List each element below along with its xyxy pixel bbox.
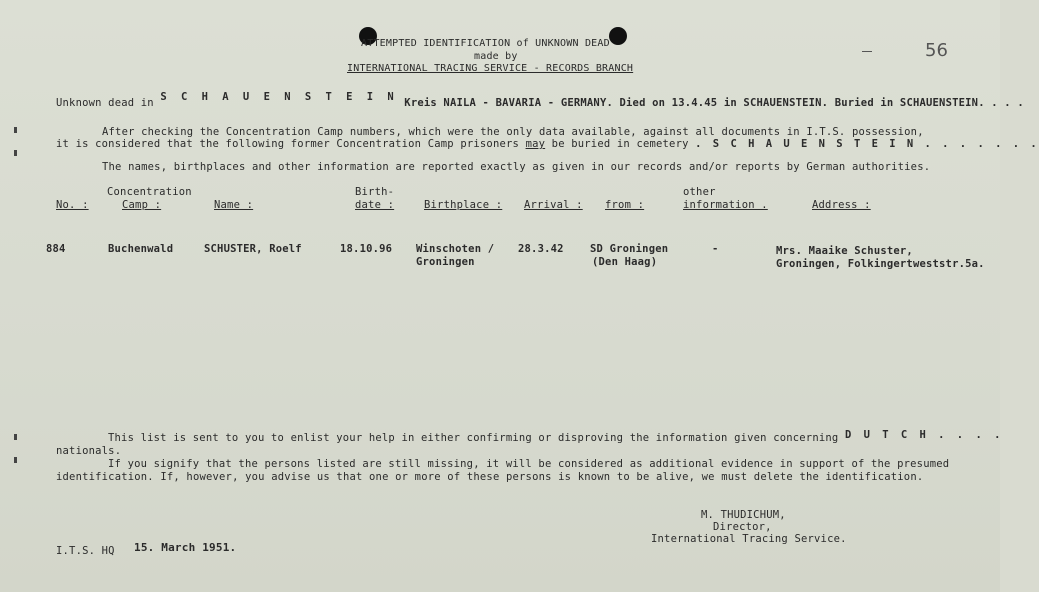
footer-para1-text: This list is sent to you to enlist your help in either confirming or disproving the information given concerning xyxy=(108,432,839,444)
intro-may: may xyxy=(525,138,546,150)
signer-org: International Tracing Service. xyxy=(651,533,847,545)
intro-line-3: The names, birthplaces and other information are reported exactly as given in our records and/or reports by German authorities. xyxy=(102,161,931,173)
signer-name: M. THUDICHUM, xyxy=(701,509,786,521)
row-camp: Buchenwald xyxy=(108,243,174,255)
row-name: SCHUSTER, Roelf xyxy=(204,243,302,255)
footer-para2-line1: If you signify that the persons listed are still missing, it will be considered as additional evidence in support of the presumed xyxy=(108,458,950,470)
footer-nationality: D U T C H . . . . xyxy=(844,429,1004,441)
header-other-top: other xyxy=(683,186,716,198)
row-no: 884 xyxy=(46,243,66,255)
row-address-1: Mrs. Maaike Schuster, xyxy=(776,245,913,257)
intro-cemetery: . S C H A U E N S T E I N . . . . . . . xyxy=(695,138,1039,150)
intro-line-2 xyxy=(56,138,1039,150)
margin-mark xyxy=(14,434,17,440)
margin-mark xyxy=(14,150,17,156)
hq-label: I.T.S. HQ xyxy=(56,545,115,557)
signer-title: Director, xyxy=(713,521,772,533)
header-dash xyxy=(862,51,872,52)
margin-mark xyxy=(14,457,17,463)
intro-line-1: After checking the Concentration Camp numbers, which were the only data available, against all documents in I.T.S. possession, xyxy=(102,126,924,138)
unknown-dead-line xyxy=(56,91,1024,109)
header-camp: Camp : xyxy=(122,199,162,211)
row-from-2: (Den Haag) xyxy=(592,256,658,268)
punch-hole-right xyxy=(609,27,627,45)
header-other: information . xyxy=(683,199,768,211)
row-birthplace-2: Groningen xyxy=(416,256,475,268)
header-no: No. : xyxy=(56,199,89,211)
row-arrival: 28.3.42 xyxy=(518,243,564,255)
row-birthdate: 18.10.96 xyxy=(340,243,393,255)
header-made-by: made by xyxy=(474,51,518,62)
intro-line-2-mid: be buried in cemetery xyxy=(551,138,689,150)
header-birthdate: date : xyxy=(355,199,395,211)
unknown-dead-prefix: Unknown dead in xyxy=(56,97,154,109)
header-birthplace: Birthplace : xyxy=(424,199,503,211)
header-arrival: Arrival : xyxy=(524,199,583,211)
document-date: 15. March 1951. xyxy=(134,541,237,554)
page-number: 56 xyxy=(925,40,948,61)
header-address: Address : xyxy=(812,199,871,211)
header-name: Name : xyxy=(214,199,254,211)
header-from: from : xyxy=(605,199,645,211)
row-birthplace-1: Winschoten / xyxy=(416,243,495,255)
header-org: INTERNATIONAL TRACING SERVICE - RECORDS BRANCH xyxy=(347,63,634,74)
margin-mark xyxy=(14,127,17,133)
row-address-2: Groningen, Folkingertweststr.5a. xyxy=(776,258,985,270)
footer-para1-line2: nationals. xyxy=(56,445,122,457)
intro-line-2-start: it is considered that the following former Concentration Camp prisoners xyxy=(56,138,520,150)
header-birth-top: Birth- xyxy=(355,186,395,198)
header-title: ATTEMPTED IDENTIFICATION of UNKNOWN DEAD xyxy=(361,38,610,49)
unknown-dead-place: S C H A U E N S T E I N xyxy=(160,91,398,103)
footer-para2-line2: identification. If, however, you advise us that one or more of these persons is known to be alive, we must delete the identification. xyxy=(56,471,924,483)
footer-para1-line1 xyxy=(108,429,1004,444)
unknown-dead-rest: Kreis NAILA - BAVARIA - GERMANY. Died on 13.4.45 in SCHAUENSTEIN. Buried in SCHAUENSTEIN. . . . xyxy=(404,97,1024,109)
header-camp-top: Concentration xyxy=(107,186,192,198)
row-other: - xyxy=(712,243,719,255)
row-from-1: SD Groningen xyxy=(590,243,669,255)
